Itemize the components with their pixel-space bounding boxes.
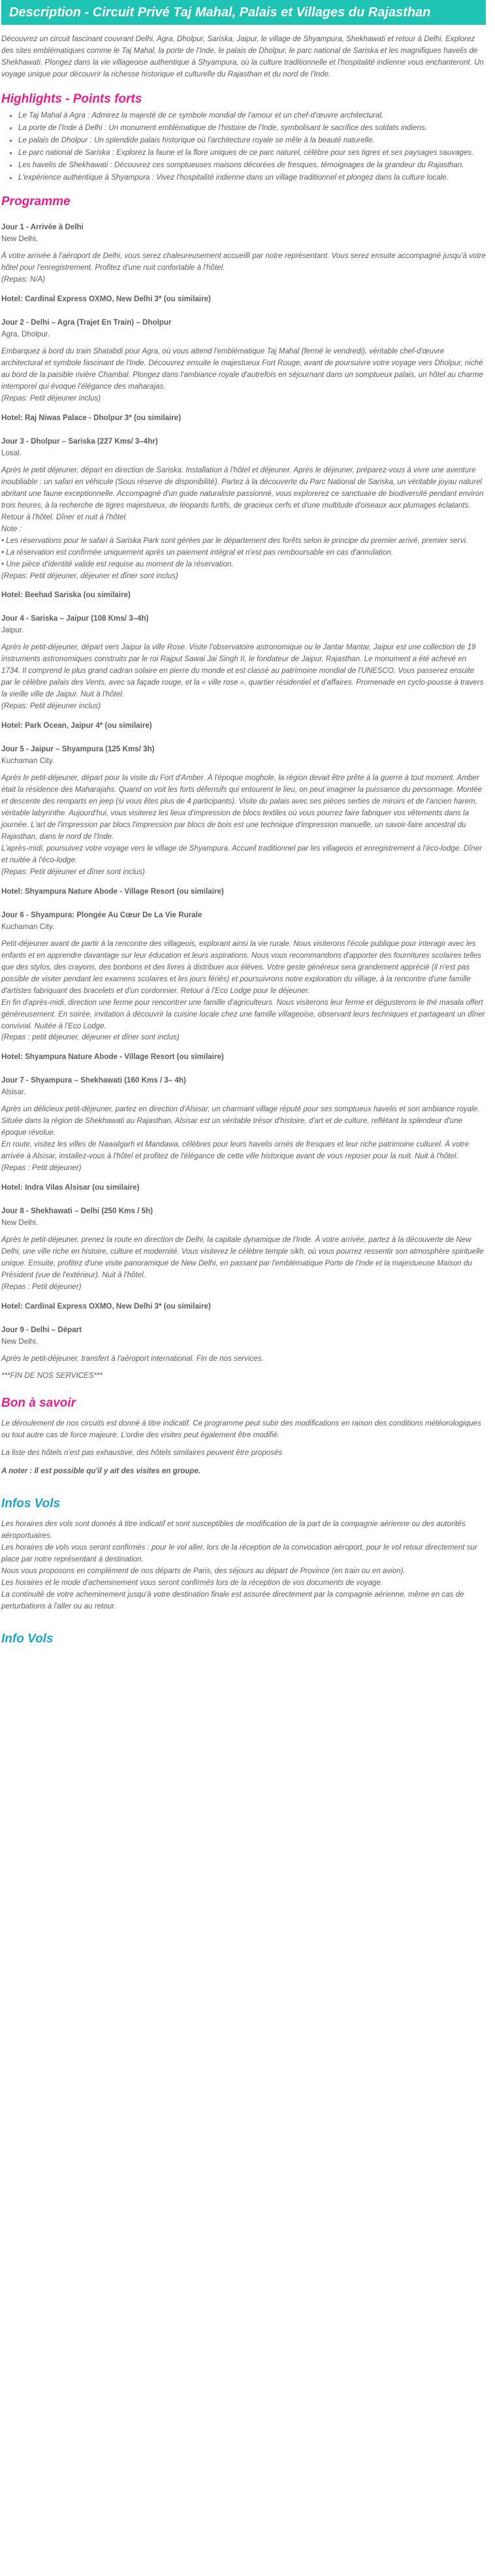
intro-paragraph: Découvrez un circuit fascinant couvrant Delhi, Agra, Dholpur, Sariska, Jaipur, le village de Shyampura, Shekhawati et retour à Delhi. Explorez des sites emblématiques comme le Taj Mahal, la porte de l'Inde, le palais de Dholpur, le parc national de Sariska et les magnifiques havelis de Shekhawati. Plongez dans la vie villageoise authentique à Shyampura, où la culture traditionnelle et l'hospitalité indienne vous enchanteront. Un voyage unique pour découvrir la richesse historique et culturelle du Rajasthan et du nord de l'Inde. <box>1 35 484 78</box>
highlight-item: • Le Taj Mahal à Agra : Admirez la majesté de ce symbole mondial de l'amour et un chef-d'œuvre architectural. <box>18 110 486 122</box>
day-paragraph: L'après-midi, poursuivez votre voyage vers le village de Shyampura. Accueil traditionnel par les villageois et enregistrement à l'éco-lodge. Dîner et nuitée à l'éco-lodge. <box>1 843 483 864</box>
day-paragraph: (Repas: Petit déjeuner inclus) <box>1 393 101 402</box>
infos-vols-paragraph: Nous vous proposons en complément de nos départs de Paris, des séjours au départ de Province (en train ou en avion). <box>1 1567 406 1576</box>
day-section <box>1 613 486 732</box>
bon-a-savoir-section <box>1 1418 486 1478</box>
day-hotel: Hotel: Park Ocean, Jaipur 4* (ou similaire) <box>1 721 152 730</box>
infos-vols-paragraph: Les horaires et le mode d'acheminement vous seront confirmés lors de la réception de vos documents de voyage. <box>1 1578 383 1588</box>
day-city: Losal. <box>1 448 22 457</box>
end-of-services: ***FIN DE NOS SERVICES*** <box>1 1371 103 1380</box>
day-title: Jour 9 - Delhi – Départ <box>1 1325 82 1334</box>
day-paragraph: Après le petit-déjeuner, prenez la route en direction de Delhi, la capitale dynamique de l'Inde. À votre arrivée, partez à la découverte de New Delhi, une ville riche en histoire, culture et modernité. Vous visiterez le célèbre temple sikh, où vous pourrez ressentir son atmosphère spirituelle unique. Ensuite, profitez d'une visite panoramique de New Delhi, en passant par l'emblématique Porte de l'Inde et la majestueuse Maison du Président (vue de l'extérieur). Nuit à l'hôtel. <box>1 1235 484 1279</box>
day-hotel: Hotel: Shyampura Nature Abode - Village Resort (ou similaire) <box>1 1052 224 1062</box>
day-city: Kuchaman City. <box>1 922 54 931</box>
infos-vols-heading: Infos Vols <box>1 1497 61 1511</box>
highlights-list <box>1 110 486 184</box>
day-hotel: Hotel: Cardinal Express OXMO, New Delhi 3* (ou similaire) <box>1 1301 211 1311</box>
day-title: Jour 5 - Jaipur – Shyampura (125 Kms/ 3h) <box>1 745 155 754</box>
day-hotel: Hotel: Beehad Sariska (ou similaire) <box>1 591 131 600</box>
day-paragraph: (Repas : Petit déjeuner) <box>1 1164 82 1173</box>
day-paragraph: • Les réservations pour le safari à Sariska Park sont gérées par le département des forêts selon le principe du premier arrivé, premier servi. <box>1 536 468 545</box>
day-paragraph: (Repas : petit déjeuner, déjeuner et dîner sont inclus) <box>1 1033 180 1042</box>
day-city: Agra, Dholpur. <box>1 330 50 339</box>
day-paragraph: Embarquez à bord du train Shatabdi pour Agra, où vous attend l'emblématique Taj Mahal (fermé le vendredi), véritable chef-d'œuvre architectural et symbole fascinant de l'Inde. Découvrez ensuite le majestueux Fort Rouge, avant de poursuivre votre voyage vers Dholpur, niché au bord de la paisible rivière Chambal. Plongez dans l'ambiance royale d'autrefois en séjournant dans un somptueux palais, un hôtel au charme intemporel qui évoque l'élégance des maharajas. <box>1 347 483 391</box>
day-title: Jour 1 - Arrivée à Delhi <box>1 223 84 232</box>
highlight-item: • La porte de l'Inde à Delhi : Un monument emblématique de l'histoire de l'Inde, symbolisant le sacrifice des soldats indiens. <box>18 122 486 134</box>
infos-vols-section <box>1 1518 486 1612</box>
day-section <box>1 1324 486 1365</box>
day-hotel: Hotel: Shyampura Nature Abode - Village Resort (ou similaire) <box>1 887 224 896</box>
day-title: Jour 6 - Shyampura: Plongée Au Cœur De La Vie Rurale <box>1 910 202 919</box>
day-paragraph: (Repas: Petit déjeuner et dîner sont inclus) <box>1 867 145 876</box>
day-title: Jour 4 - Sariska – Jaipur (108 Kms/ 3–4h) <box>1 614 149 623</box>
day-section <box>1 436 486 602</box>
day-paragraph: En fin d'après-midi, direction une ferme pour rencontrer une famille d'agriculteurs. Nous visiterons leur ferme et dégusterons le thé masala offert généreusement. En soirée, invitation à découvrir la cuisine locale chez une famille villageoise, observant leurs techniques et partageant un dîner convivial. Nuitée à l'Eco Lodge. <box>1 998 485 1030</box>
day-title: Jour 3 - Dholpur – Sariska (227 Kms/ 3–4hr) <box>1 436 158 446</box>
bon-a-savoir-heading: Bon à savoir <box>1 1395 76 1410</box>
day-paragraph: Note : <box>1 524 22 533</box>
day-paragraph: • Une pièce d'identité valide est requise au moment de la réservation. <box>1 559 234 568</box>
highlight-item: • L'expérience authentique à Shyampura : Vivez l'hospitalité indienne dans un village traditionnel et plongez dans la culture locale. <box>18 172 486 184</box>
day-section <box>1 743 486 898</box>
page-title: Description - Circuit Privé Taj Mahal, Palais et Villages du Rajasthan <box>1 0 486 25</box>
programme-heading: Programme <box>1 195 71 209</box>
day-paragraph: Après le petit-déjeuner, départ pour la visite du Fort d'Amber. À l'époque moghole, la région devait être prête à la guerre à tout moment. Amber était la résidence des Maharajahs. Quand on voit les forts défensifs qui entourent le lieu, on peut imaginer la puissance du personnage. Montée et descente des remparts en jeep (si vous êtes plus de 4 participants). Visite du palais avec ses pièces serties de miroirs et de l'ancien harem, véritable labyrinthe. Aujourd'hui, vous visiterez les lieux d'impression de blocs textiles où vous pourrez faire fabriquer vos vêtements dans la journée. L'art de l'impression par blocs l'impression par blocs de bois est une technique d'impression manuelle, un savoir-faire ancestral du Rajasthan, dans le nord de l'Inde. <box>1 774 483 841</box>
day-section <box>1 1205 486 1312</box>
bon-a-savoir-paragraph: A noter : Il est possible qu'il y ait des visites en groupe. <box>1 1467 201 1476</box>
highlight-item: • Le palais de Dholpur : Un splendide palais historique où l'architecture royale se mêle à la beauté naturelle. <box>18 135 486 146</box>
infos-vols-paragraph: Les horaires de vols vous seront confirmés : pour le vol aller, lors de la réception de la convocation aéroport, pour le vol retour directement sur place par notre représentant à destination. <box>1 1543 477 1564</box>
day-hotel: Hotel: Indra Vilas Alsisar (ou similaire) <box>1 1183 140 1192</box>
bon-a-savoir-paragraph: La liste des hôtels n'est pas exhaustive, des hôtels similaires peuvent être proposés <box>1 1448 283 1458</box>
day-paragraph: À votre arrivée à l'aéroport de Delhi, vous serez chaleureusement accueilli par notre représentant. Vous serez ensuite accompagné jusqu'à votre hôtel pour l'enregistrement. Profitez d'une nuit confortable à l'hôtel. <box>1 252 486 272</box>
day-paragraph: Après le petit-déjeuner, transfert à l'aéroport international. Fin de nos services. <box>1 1354 264 1363</box>
day-paragraph: Après un délicieux petit-déjeuner, partez en direction d'Alsisar, un charmant village réputé pour ses somptueux havelis et son ambiance royale. Située dans la région de Shekhawati au Rajasthan, Alsisar est un véritable trésor d'histoire, d'art et de culture, reflétant la splendeur d'une époque révolue. <box>1 1105 480 1137</box>
day-paragraph: Après le petit-déjeuner, départ vers Jaipur la ville Rose. Visite l'observatoire astronomique ou le Jantar Mantar, Jaipur est une collection de 19 instruments astronomiques construits par le roi Rajput Sawai Jai Singh II, le fondateur de Jaipur, Rajasthan. Le monument a été achevé en 1734. Il comprend le plus grand cadran solaire en pierre du monde et est classé au patrimoine mondial de l'UNESCO. Vous passerez ensuite par le célèbre palais des Vents, avec sa façade rouge, et la « ville rose », quartier résidentiel et d'affaires. Promenade en cyclo-pousse à travers la vieille ville de Jaipur. Nuit à l'hôtel. <box>1 643 484 699</box>
infos-vols-paragraph: La continuité de votre acheminement jusqu'à votre destination finale est assurée directement par la compagnie aérienne, même en cas de perturbations à l'aller ou au retour. <box>1 1590 464 1610</box>
bon-a-savoir-paragraph: Le déroulement de nos circuits est donné à titre indicatif. Ce programme peut subir des modifications en raison des conditions météorologiques ou tout autre cas de force majeure. L'ordre des visites peut également être modifié. <box>1 1418 481 1439</box>
day-section <box>1 221 486 305</box>
day-city: New Delhi. <box>1 1218 39 1228</box>
day-paragraph: (Repas: N/A) <box>1 275 46 284</box>
day-title: Jour 2 - Delhi – Agra (Trajet En Train) – Dholpur <box>1 318 172 327</box>
day-section <box>1 317 486 424</box>
info-vols-heading: Info Vols <box>1 1631 54 1646</box>
day-paragraph: Petit-déjeuner avant de partir à la rencontre des villageois, explorant ainsi la vie rurale. Nous visiterons l'école publique pour interagir avec les enfants et en apprendre davantage sur leur éducation et leurs aspirations. Nous vous recommandons d'apporter des fournitures scolaires telles que des stylos, des crayons, des bonbons et des livres à distribuer aux élèves. Votre geste généreux sera grandement apprécié (il n'est pas possible de visiter pendant les examens scolaires et les jours fériés) et poursuivrons notre exploration du village, à la rencontre d'une famille d'artistes fabriquant des bracelets et d'un cordonnier. Retour à l'Eco Lodge pour le déjeuner. <box>1 939 481 995</box>
day-city: Kuchaman City. <box>1 757 54 766</box>
day-paragraph: En route, visitez les villes de Nawalgarh et Mandawa, célèbres pour leurs havelis ornés de fresques et leur riche patrimoine culturel. À votre arrivée à Alsisar, installez-vous à l'hôtel et profitez de l'élégance de cette ville historique avant de vous reposer pour la nuit. Nuit à l'hôtel. <box>1 1140 469 1161</box>
day-section <box>1 909 486 1064</box>
day-hotel: Hotel: Cardinal Express OXMO, New Delhi 3* (ou similaire) <box>1 295 211 304</box>
day-paragraph: (Repas : Petit déjeuner) <box>1 1282 82 1291</box>
day-paragraph: (Repas: Petit déjeuner, déjeuner et dîner sont inclus) <box>1 571 178 580</box>
day-city: Jaipur. <box>1 626 24 635</box>
day-paragraph: • La réservation est confirmée uniquement après un paiement intégral et n'est pas remboursable en cas d'annulation. <box>1 547 394 557</box>
day-paragraph: Après le petit déjeuner, départ en direction de Sariska. Installation à l'hôtel et déjeuner. Après le déjeuner, préparez-vous à vivre une aventure inoubliable : un safari en véhicule (Sous réserve de disponibilité). Partez à la découverte du Parc National de Sariska, un véritable joyau naturel abritant une faune exceptionnelle. Accompagné d'un guide naturaliste passionné, vous explorerez ce sanctuaire de biodiversité pendant environ trois heures, à la recherche de tigres majestueux, de léopards furtifs, de gracieux cerfs et d'une multitude d'oiseaux aux plumages éclatants. Retour à l'hôtel. Dîner et nuit à l'hôtel. <box>1 465 484 521</box>
day-hotel: Hotel: Raj Niwas Palace - Dholpur 3* (ou similaire) <box>1 413 182 422</box>
day-title: Jour 7 - Shyampura – Shekhawati (160 Kms / 3– 4h) <box>1 1076 186 1085</box>
highlight-item: • Les havelis de Shekhawati : Découvrez ces somptueuses maisons décorées de fresques, témoignages de la grandeur du Rajasthan. <box>18 159 486 171</box>
day-paragraph: (Repas: Petit déjeuner inclus) <box>1 702 101 711</box>
day-section <box>1 1075 486 1194</box>
day-city: New Delhi. <box>1 235 39 244</box>
highlight-item: • Le parc national de Sariska : Explorez la faune et la flore uniques de ce parc naturel, célèbre pour ses tigres et ses paysages sauvages. <box>18 147 486 159</box>
programme-days <box>1 221 486 1365</box>
day-title: Jour 8 - Shekhawati – Delhi (250 Kms / 5h) <box>1 1207 153 1216</box>
day-city: Alsisar. <box>1 1088 26 1097</box>
day-city: New Delhi. <box>1 1337 39 1346</box>
infos-vols-paragraph: Les horaires des vols sont donnés à titre indicatif et sont susceptibles de modification de la part de la compagnie aérienne ou des autorités aéroportuaires. <box>1 1520 466 1541</box>
highlights-heading: Highlights - Points forts <box>1 91 142 106</box>
